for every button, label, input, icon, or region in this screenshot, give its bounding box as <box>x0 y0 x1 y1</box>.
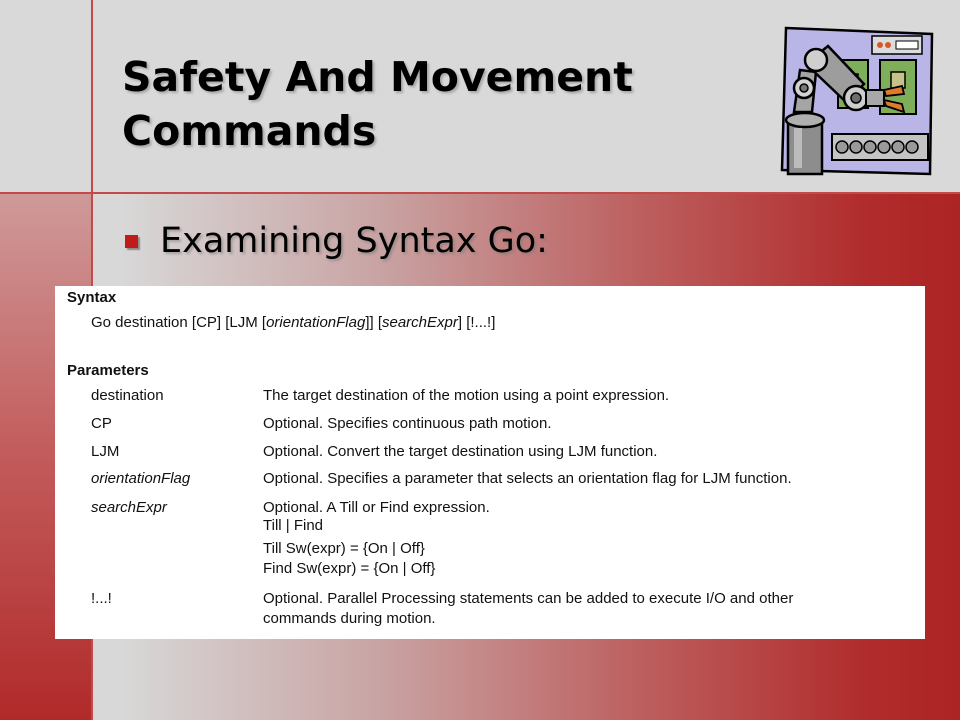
param-name: searchExpr <box>91 499 167 516</box>
horizontal-rule <box>0 192 960 194</box>
bullet-text: Examining Syntax Go: <box>160 221 548 261</box>
syntax-line: Go destination [CP] [LJM [orientationFlag]] [searchExpr] [!...!] <box>91 314 496 331</box>
syntax-heading: Syntax <box>67 289 117 306</box>
bullet-square-icon <box>125 235 138 248</box>
param-desc: Optional. Specifies continuous path motion. <box>263 415 552 432</box>
syntax-document-panel <box>55 286 925 639</box>
robot-arm-icon <box>776 24 936 180</box>
param-desc: Optional. Parallel Processing statements can be added to execute I/O and other <box>263 590 794 607</box>
param-desc: Optional. A Till or Find expression. <box>263 499 490 516</box>
slide-title-line1: Safety And Movement <box>122 53 633 101</box>
parameters-heading: Parameters <box>67 362 149 379</box>
param-desc-extra: Till Sw(expr) = {On | Off} <box>263 540 425 557</box>
slide-title <box>122 50 742 158</box>
param-desc: The target destination of the motion using a point expression. <box>263 387 670 404</box>
bullet-item <box>125 216 548 266</box>
param-desc-extra: Till | Find <box>263 517 324 534</box>
param-name: destination <box>91 387 164 404</box>
param-desc: Optional. Convert the target destination using LJM function. <box>263 443 658 460</box>
param-name: orientationFlag <box>91 470 191 487</box>
param-name: LJM <box>91 443 120 460</box>
param-name: CP <box>91 415 112 432</box>
param-desc: Optional. Specifies a parameter that selects an orientation flag for LJM function. <box>263 470 792 487</box>
param-name: !...! <box>91 590 112 607</box>
param-desc-extra: commands during motion. <box>263 610 436 627</box>
slide-title-line2: Commands <box>122 107 377 155</box>
param-desc-extra: Find Sw(expr) = {On | Off} <box>263 560 436 577</box>
